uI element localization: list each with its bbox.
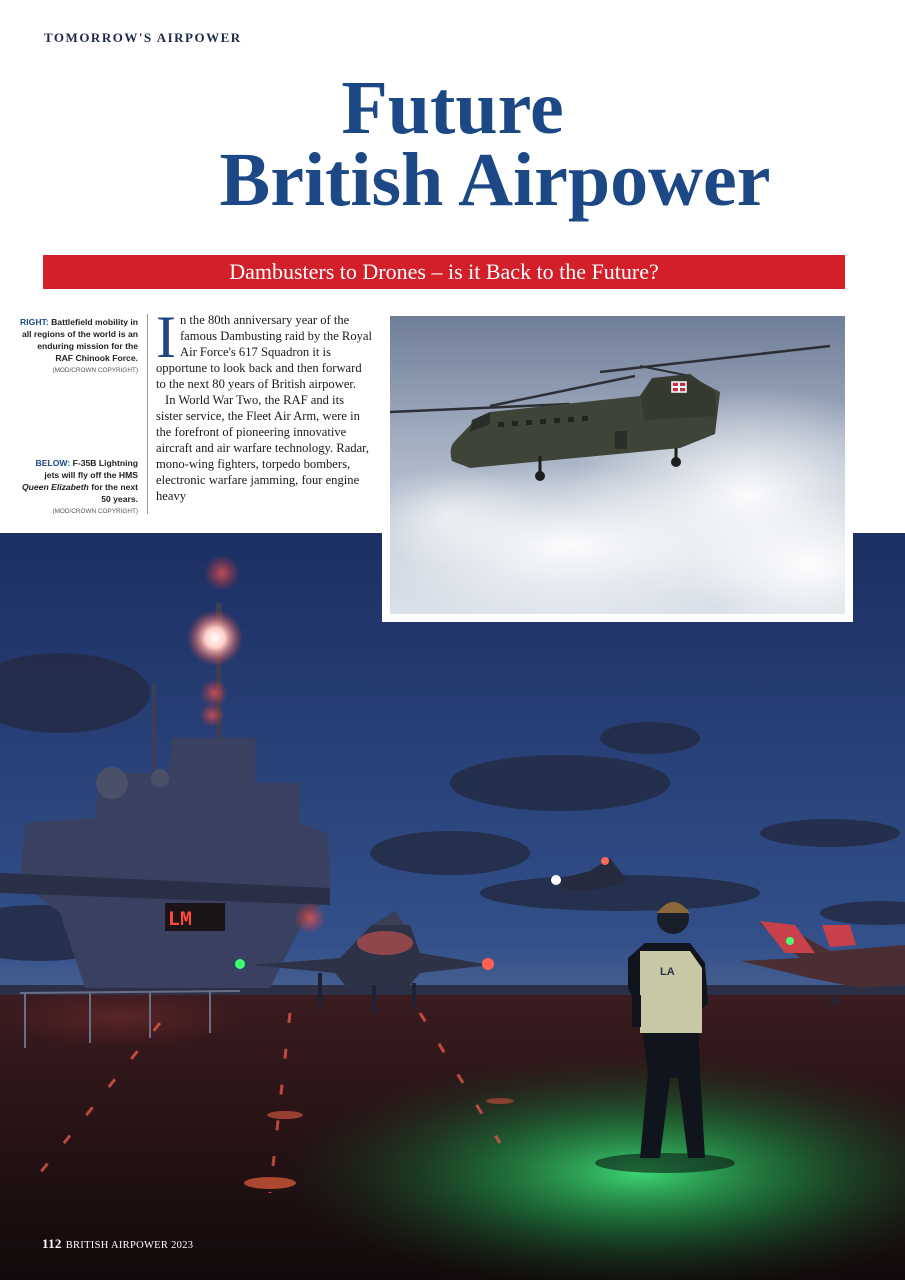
subtitle-banner (43, 255, 845, 289)
caption-right-lead: RIGHT: (20, 317, 49, 327)
caption-below-text-b: for the next 50 years. (91, 482, 138, 504)
paragraph-1-text: n the 80th anniversary year of the famous Dambusting raid by the Royal Air Force's 617 Squadron it is opportune to look back and then forward to the next 80 years of British airpower. (156, 313, 373, 391)
caption-below (20, 457, 138, 518)
caption-below-text-a: F-35B Lightning jets will fly off the HMS (44, 458, 138, 480)
hero-photo-carrier-deck (0, 533, 905, 1280)
title-line-1: Future (341, 66, 564, 150)
caption-right (20, 316, 138, 377)
caption-below-lead: BELOW: (35, 458, 71, 468)
caption-below-credit: (MOD/CROWN COPYRIGHT) (52, 508, 138, 515)
article-body (156, 304, 373, 504)
article-title (0, 66, 905, 222)
drop-cap: I (156, 304, 176, 370)
page-number: 112 (42, 1236, 62, 1251)
publication-name: BRITISH AIRPOWER 2023 (65, 1240, 194, 1251)
title-line-2: British Airpower (219, 138, 771, 222)
paragraph-1 (156, 304, 373, 392)
section-label: TOMORROW'S AIRPOWER (44, 30, 242, 45)
caption-below-ship-name: Queen Elizabeth (21, 482, 89, 492)
inset-photo-chinook (390, 316, 845, 614)
subtitle-text: Dambusters to Drones – is it Back to the Future? (229, 259, 659, 284)
page-footer (42, 1236, 193, 1252)
caption-right-credit: (MOD/CROWN COPYRIGHT) (52, 367, 138, 374)
island-display-text: LM (168, 909, 193, 932)
paragraph-2: In World War Two, the RAF and its sister service, the Fleet Air Arm, were in the forefront of pioneering innovative aircraft and air warfare technology. Radar, mono-wing fighters, torpedo bombers, electronic warfare jamming, four engine heavy (156, 393, 370, 503)
caption-right-text: Battlefield mobility in all regions of the world is an enduring mission for the RAF Chinook Force. (21, 317, 138, 363)
worker-vest-text: LA (660, 966, 675, 978)
column-rule (147, 314, 148, 514)
